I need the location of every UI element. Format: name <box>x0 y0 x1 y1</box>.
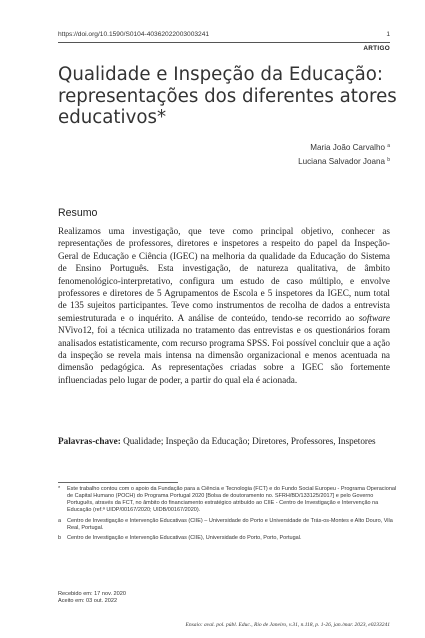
section-label: ARTIGO <box>363 45 390 52</box>
keywords <box>58 435 390 447</box>
author-2 <box>298 154 390 168</box>
doi-link[interactable]: https://doi.org/10.1590/S0104-40362022003003241 <box>58 31 210 38</box>
abstract-text-part: NVivo12, foi a técnica utilizada no tratamento das entrevistas e os questionários foram analisados estatisticamente, com recurso programa SPSS. Foi possível concluir que a ação da inspeção se revela mais intensa na dimensão organizacional e menos acentuada na dimensão pedagógica. As representações criadas sobre a IGEC são fortemente influenciadas pelo lugar de poder, a partir do qual ela é acionada. <box>58 325 390 385</box>
keywords-text: Qualidade; Inspeção da Educação; Diretores, Professores, Inspetores <box>120 436 376 446</box>
header-rule <box>58 42 390 43</box>
author-1 <box>298 140 390 154</box>
author-name: Luciana Salvador Joana <box>298 157 385 166</box>
keywords-label: Palavras-chave: <box>58 436 121 446</box>
received-date: Recebido em: 17 nov. 2020 <box>58 591 126 597</box>
footnote-mark: * <box>58 486 61 492</box>
accepted-date: Aceito em: 03 out. 2022 <box>58 598 118 605</box>
author-name: Maria João Carvalho <box>310 143 385 152</box>
author-affiliation-mark: a <box>387 143 390 149</box>
footnote-rule <box>58 482 178 483</box>
footnote-mark: a <box>58 517 62 524</box>
abstract-text-italic: software <box>358 312 390 323</box>
page-number: 1 <box>386 31 390 38</box>
abstract-heading: Resumo <box>58 207 98 219</box>
abstract-text-part: Realizamos uma investigação, que teve como principal objetivo, conhecer as representações de professores, diretores e inspetores a respeito do papel da Inspeção-Geral de Educação e Ciência (IGEC) na melhoria da qualidade da Educação do Sistema de Ensino Português. Esta investigação, de natureza qualitativa, de âmbito fenomenológico-interpretativo, configura um estudo de caso múltiplo, e envolve professores e diretores de 5 Agrupamentos de Escola e 5 inspetores da IGEC, num total de 135 sujeitos participantes. Teve como instrumentos de recolha de dados a entrevista semiestruturada e o inquérito. A análise de conteúdo, tendo-se recorrido ao <box>58 226 390 323</box>
footnote-text: Centro de Investigação e Intervenção Educativas (CIIE) – Universidade do Porto e Universidade de Trás-os-Montes e Alto Douro, Vila Real, Portugal. <box>67 517 393 531</box>
footnote-affiliation-b <box>58 535 398 542</box>
footnote-mark: b <box>58 534 62 541</box>
footnote-funding <box>58 486 398 514</box>
article-title: Qualidade e Inspeção da Educação: representações dos diferentes atores educativos* <box>58 64 397 128</box>
author-list <box>298 140 390 168</box>
author-affiliation-mark: b <box>387 157 390 163</box>
journal-citation: Ensaio: aval. pol. públ. Educ., Rio de Janeiro, v.31, n.118, p. 1-26, jan./mar. 2023, e0233241 <box>185 622 390 628</box>
footnote-affiliation-a <box>58 518 398 532</box>
footnote-text: Centro de Investigação e Intervenção Educativas (CIIE), Universidade do Porto, Porto, Portugal. <box>67 534 302 541</box>
footnote-text: Este trabalho contou com o apoio da Fundação para a Ciência e Tecnologia (FCT) e do Fundo Social Europeu - Programa Operacional de Capital Humano (POCH) do Programa Portugal 2020 [Bolsa de doutoramento no. SFRH/BD/133125/2017] e pelo Governo Português, através da FCT, no âmbito do financiamento estratégico atribuído ao CIIE - Centro de Investigação e Intervenção na Educação (ref.ª UIDP/00167/2020; UIDB/00167/2020). <box>67 486 397 514</box>
abstract-body <box>58 225 390 386</box>
footnotes <box>58 486 398 545</box>
submission-dates <box>58 591 126 606</box>
